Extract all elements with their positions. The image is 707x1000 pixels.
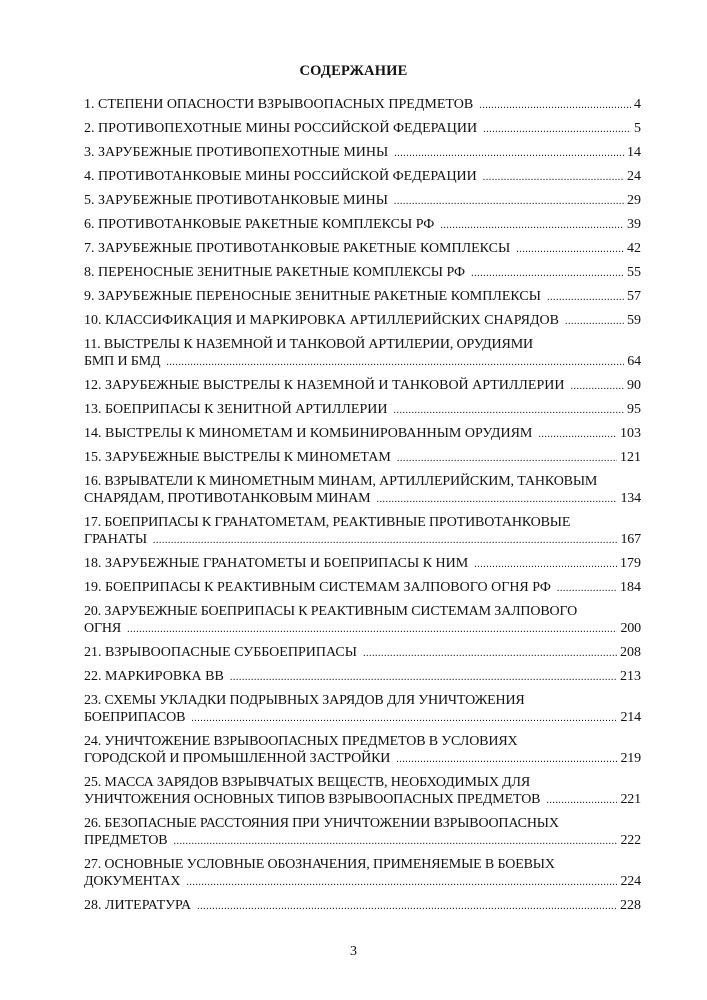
toc-entry-title-line: 11. ВЫСТРЕЛЫ К НАЗЕМНОЙ И ТАНКОВОЙ АРТИЛЕРИИ, ОРУДИЯМИ [84, 337, 533, 352]
toc-entry-page: 64 [627, 354, 641, 369]
toc-entry-title: 9. ЗАРУБЕЖНЫЕ ПЕРЕНОСНЫЕ ЗЕНИТНЫЕ РАКЕТНЫЕ КОМПЛЕКСЫ [84, 289, 541, 304]
toc-entry-last-line [84, 791, 641, 809]
toc-entry [84, 815, 641, 850]
dot-leader [186, 874, 617, 891]
toc-entry-title-line: 27. ОСНОВНЫЕ УСЛОВНЫЕ ОБОЗНАЧЕНИЯ, ПРИМЕНЯЕМЫЕ В БОЕВЫХ [84, 857, 555, 872]
toc-entry-page: 24 [627, 169, 641, 184]
dot-leader [570, 378, 624, 395]
dot-leader [197, 898, 617, 915]
dot-leader [394, 193, 624, 210]
toc-entry [84, 216, 641, 234]
toc-entry-last-line [84, 620, 641, 638]
toc-entry-title: 28. ЛИТЕРАТУРА [84, 898, 192, 913]
dot-leader [557, 580, 617, 597]
toc-entry-title: 6. ПРОТИВОТАНКОВЫЕ РАКЕТНЫЕ КОМПЛЕКСЫ РФ [84, 217, 435, 232]
toc-entry-title: 5. ЗАРУБЕЖНЫЕ ПРОТИВОТАНКОВЫЕ МИНЫ [84, 193, 388, 208]
toc-entry [84, 774, 641, 809]
dot-leader [516, 241, 624, 258]
toc-entry-title-line: ПРЕДМЕТОВ [84, 833, 168, 848]
toc-entry-title-line: 16. ВЗРЫВАТЕЛИ К МИНОМЕТНЫМ МИНАМ, АРТИЛЛЕРИЙСКИМ, ТАНКОВЫМ [84, 474, 598, 489]
toc-entry-page: 167 [620, 532, 641, 547]
dot-leader [376, 491, 617, 508]
toc-entry [84, 579, 641, 597]
dot-leader [440, 217, 624, 234]
toc-entry-title: 10. КЛАССИФИКАЦИЯ И МАРКИРОВКА АРТИЛЛЕРИЙСКИХ СНАРЯДОВ [84, 313, 559, 328]
toc-entry-page: 200 [620, 621, 641, 636]
toc-entry [84, 856, 641, 891]
toc-entry-title: 13. БОЕПРИПАСЫ К ЗЕНИТНОЙ АРТИЛЛЕРИИ [84, 402, 388, 417]
toc-entry-page: 57 [627, 289, 641, 304]
toc-entry-page: 214 [620, 710, 641, 725]
toc-entry-page: 39 [627, 217, 641, 232]
toc-entry [84, 644, 641, 662]
toc-entry [84, 96, 641, 114]
toc-entry [84, 192, 641, 210]
toc-entry-title-line: БОЕПРИПАСОВ [84, 710, 186, 725]
toc-entry [84, 692, 641, 727]
toc-entry-title: 21. ВЗРЫВООПАСНЫЕ СУББОЕПРИПАСЫ [84, 645, 357, 660]
toc-entry-title: 22. МАРКИРОВКА ВВ [84, 669, 224, 684]
toc-entry-page: 90 [627, 378, 641, 393]
toc-entry-title: 7. ЗАРУБЕЖНЫЕ ПРОТИВОТАНКОВЫЕ РАКЕТНЫЕ КОМПЛЕКСЫ [84, 241, 511, 256]
toc-entry [84, 897, 641, 915]
toc-entry-last-line [84, 832, 641, 850]
toc-entry-title: 3. ЗАРУБЕЖНЫЕ ПРОТИВОПЕХОТНЫЕ МИНЫ [84, 145, 389, 160]
toc-entry-page: 5 [634, 121, 641, 136]
toc-entry-title: 18. ЗАРУБЕЖНЫЕ ГРАНАТОМЕТЫ И БОЕПРИПАСЫ К НИМ [84, 556, 469, 571]
toc-entry [84, 733, 641, 768]
toc-entry-title: 19. БОЕПРИПАСЫ К РЕАКТИВНЫМ СИСТЕМАМ ЗАЛПОВОГО ОГНЯ РФ [84, 580, 551, 595]
toc-entry [84, 514, 641, 549]
toc-entry-page: 14 [627, 145, 641, 160]
dot-leader [471, 265, 624, 282]
toc-entry-page: 4 [634, 97, 641, 112]
dot-leader [546, 792, 617, 809]
toc-entry [84, 336, 641, 371]
toc-entry-last-line [84, 709, 641, 727]
dot-leader [153, 532, 618, 549]
toc-entry-page: 179 [620, 556, 641, 571]
toc-entry-page: 208 [620, 645, 641, 660]
toc-entry-last-line [84, 490, 641, 508]
dot-leader [547, 289, 624, 306]
toc-entry-title-line: БМП И БМД [84, 354, 161, 369]
toc-entry-title-line: ДОКУМЕНТАХ [84, 874, 181, 889]
dot-leader [394, 145, 624, 162]
toc-entry-title-line: ОГНЯ [84, 621, 122, 636]
toc-entry [84, 168, 641, 186]
toc-entry-last-line [84, 750, 641, 768]
toc-entry-page: 55 [627, 265, 641, 280]
dot-leader [230, 669, 617, 686]
dot-leader [127, 621, 617, 638]
toc-entry-page: 95 [627, 402, 641, 417]
dot-leader [479, 97, 631, 114]
toc-entry-title-line: 17. БОЕПРИПАСЫ К ГРАНАТОМЕТАМ, РЕАКТИВНЫЕ ПРОТИВОТАНКОВЫЕ [84, 515, 571, 530]
toc-entry [84, 264, 641, 282]
dot-leader [173, 833, 617, 850]
toc-entry [84, 555, 641, 573]
toc-entry [84, 288, 641, 306]
toc-entry-title-line: УНИЧТОЖЕНИЯ ОСНОВНЫХ ТИПОВ ВЗРЫВООПАСНЫХ ПРЕДМЕТОВ [84, 792, 541, 807]
dot-leader [393, 402, 624, 419]
toc-entry-title-line: ГРАНАТЫ [84, 532, 147, 547]
toc-entry-page: 103 [620, 426, 641, 441]
toc-entry-title-line: 26. БЕЗОПАСНЫЕ РАССТОЯНИЯ ПРИ УНИЧТОЖЕНИИ ВЗРЫВООПАСНЫХ [84, 816, 559, 831]
toc-entry [84, 312, 641, 330]
table-of-contents [84, 96, 641, 921]
dot-leader [483, 121, 631, 138]
dot-leader [474, 556, 617, 573]
toc-entry-page: 29 [627, 193, 641, 208]
dot-leader [483, 169, 624, 186]
dot-leader [565, 313, 624, 330]
dot-leader [166, 354, 624, 371]
dot-leader [363, 645, 617, 662]
toc-entry-page: 224 [620, 874, 641, 889]
toc-entry [84, 240, 641, 258]
toc-entry-page: 59 [627, 313, 641, 328]
toc-entry [84, 144, 641, 162]
dot-leader [538, 426, 617, 443]
toc-entry-title: 15. ЗАРУБЕЖНЫЕ ВЫСТРЕЛЫ К МИНОМЕТАМ [84, 450, 391, 465]
toc-entry-page: 184 [620, 580, 641, 595]
toc-entry-page: 134 [620, 491, 641, 506]
toc-entry-title-line: 23. СХЕМЫ УКЛАДКИ ПОДРЫВНЫХ ЗАРЯДОВ ДЛЯ УНИЧТОЖЕНИЯ [84, 693, 525, 708]
toc-entry [84, 120, 641, 138]
toc-entry-page: 222 [620, 833, 641, 848]
toc-entry-title-line: СНАРЯДАМ, ПРОТИВОТАНКОВЫМ МИНАМ [84, 491, 371, 506]
dot-leader [191, 710, 617, 727]
toc-entry [84, 668, 641, 686]
toc-entry-page: 121 [620, 450, 641, 465]
dot-leader [396, 751, 617, 768]
toc-entry-title: 14. ВЫСТРЕЛЫ К МИНОМЕТАМ И КОМБИНИРОВАННЫМ ОРУДИЯМ [84, 426, 533, 441]
toc-entry-page: 228 [620, 898, 641, 913]
toc-entry-page: 213 [620, 669, 641, 684]
toc-entry [84, 377, 641, 395]
toc-entry-title-line: 20. ЗАРУБЕЖНЫЕ БОЕПРИПАСЫ К РЕАКТИВНЫМ СИСТЕМАМ ЗАЛПОВОГО [84, 604, 578, 619]
toc-entry-page: 42 [627, 241, 641, 256]
page-number: 3 [350, 944, 357, 959]
toc-entry-title: 2. ПРОТИВОПЕХОТНЫЕ МИНЫ РОССИЙСКОЙ ФЕДЕРАЦИИ [84, 121, 478, 136]
toc-entry-last-line [84, 873, 641, 891]
toc-entry [84, 401, 641, 419]
toc-entry [84, 473, 641, 508]
toc-entry-title: 8. ПЕРЕНОСНЫЕ ЗЕНИТНЫЕ РАКЕТНЫЕ КОМПЛЕКСЫ РФ [84, 265, 466, 280]
toc-entry-title-line: ГОРОДСКОЙ И ПРОМЫШЛЕННОЙ ЗАСТРОЙКИ [84, 751, 391, 766]
toc-entry-title: 1. СТЕПЕНИ ОПАСНОСТИ ВЗРЫВООПАСНЫХ ПРЕДМЕТОВ [84, 97, 474, 112]
toc-entry [84, 603, 641, 638]
toc-entry [84, 425, 641, 443]
toc-entry-title-line: 24. УНИЧТОЖЕНИЕ ВЗРЫВООПАСНЫХ ПРЕДМЕТОВ В УСЛОВИЯХ [84, 734, 518, 749]
toc-entry-page: 219 [620, 751, 641, 766]
toc-entry-title: 12. ЗАРУБЕЖНЫЕ ВЫСТРЕЛЫ К НАЗЕМНОЙ И ТАНКОВОЙ АРТИЛЛЕРИИ [84, 378, 565, 393]
toc-entry-title-line: 25. МАССА ЗАРЯДОВ ВЗРЫВЧАТЫХ ВЕЩЕСТВ, НЕОБХОДИМЫХ ДЛЯ [84, 775, 531, 790]
page-title: СОДЕРЖАНИЕ [299, 63, 408, 79]
toc-entry-last-line [84, 353, 641, 371]
toc-entry-last-line [84, 531, 641, 549]
toc-entry-page: 221 [620, 792, 641, 807]
toc-entry-title: 4. ПРОТИВОТАНКОВЫЕ МИНЫ РОССИЙСКОЙ ФЕДЕРАЦИИ [84, 169, 477, 184]
dot-leader [397, 450, 617, 467]
toc-entry [84, 449, 641, 467]
